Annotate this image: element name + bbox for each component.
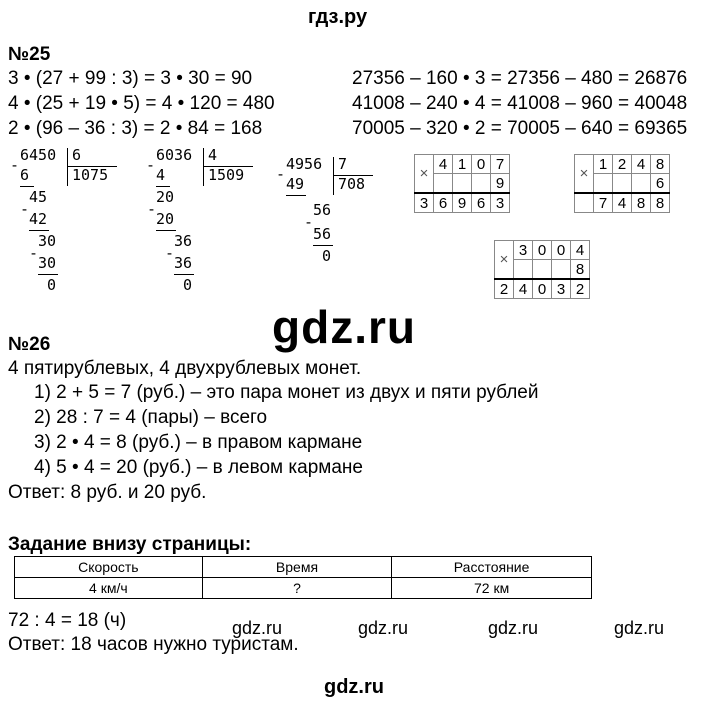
step: 30 [38,232,57,250]
cell-speed: 4 км/ч [15,578,203,599]
step: 20 [156,210,175,228]
task25-left-line-1: 3 • (27 + 99 : 3) = 3 • 30 = 90 [8,68,253,89]
divisor: 6 [72,146,82,164]
cell-distance: 72 км [392,578,592,599]
step: 0 [322,247,332,265]
task26-step-4: 4) 5 • 4 = 20 (руб.) – в левом кармане [34,457,363,478]
task26-step-1: 1) 2 + 5 = 7 (руб.) – это пара монет из двух и пяти рублей [34,382,539,403]
step: 36 [174,232,193,250]
step: 49 [286,175,305,193]
header-time: Время [202,557,392,578]
task26-title: №26 [8,334,51,355]
bottom-task-calc: 72 : 4 = 18 (ч) [8,610,127,631]
speed-table [14,556,592,599]
task26-step-2: 2) 28 : 7 = 4 (пары) – всего [34,407,268,428]
header-distance: Расстояние [392,557,592,578]
watermark-small-1: gdz.ru [232,618,283,638]
dividend: 6036 [156,146,193,164]
task25-left-line-3: 2 • (96 – 36 : 3) = 2 • 84 = 168 [8,118,263,139]
watermark-small-2: gdz.ru [358,618,409,638]
step: 56 [313,225,332,243]
header-speed: Скорость [15,557,203,578]
step: 0 [47,276,57,294]
task26-intro: 4 пятирублевых, 4 двухрублевых монет. [8,358,362,379]
watermark-small-3: gdz.ru [488,618,539,638]
dividend: 6450 [20,146,57,164]
step: 42 [29,210,48,228]
long-division-3: 4956 7 708 - 49 56 - 56 0 [276,155,386,275]
step: 30 [38,254,57,272]
quotient: 1509 [208,166,245,184]
task25-left-line-2: 4 • (25 + 19 • 5) = 4 • 120 = 480 [8,93,275,114]
step: 45 [29,188,48,206]
multiplication-grid-2: × 1 2 4 8 6 7 4 8 8 [574,154,670,213]
bottom-task-title: Задание внизу страницы: [8,534,252,555]
task25-right-line-2: 41008 – 240 • 4 = 41008 – 960 = 40048 [352,93,688,114]
divisor: 4 [208,146,218,164]
dividend: 4956 [286,155,323,173]
task25-right-line-3: 70005 – 320 • 2 = 70005 – 640 = 69365 [352,118,688,139]
multiplication-grid-1: × 4 1 0 7 9 3 6 9 6 3 [414,154,510,213]
task26-step-3: 3) 2 • 4 = 8 (руб.) – в правом кармане [34,432,363,453]
step: 20 [156,188,175,206]
task26-answer: Ответ: 8 руб. и 20 руб. [8,482,207,503]
step: 6 [20,166,30,184]
watermark-center: gdz.ru [272,301,416,353]
step: 4 [156,166,166,184]
task25-title: №25 [8,44,51,65]
task25-right-line-1: 27356 – 160 • 3 = 27356 – 480 = 26876 [352,68,688,89]
cell-time: ? [202,578,392,599]
watermark-top: гдз.ру [308,6,368,28]
quotient: 708 [338,175,366,193]
watermark-small-4: gdz.ru [614,618,665,638]
step: 56 [313,201,332,219]
bottom-task-answer: Ответ: 18 часов нужно туристам. [8,634,299,655]
divisor: 7 [338,155,348,173]
table-header-row [15,557,592,578]
step: 36 [174,254,193,272]
long-division-2: 6036 4 1509 - 4 20 - 20 36 - 36 0 [146,146,256,301]
long-division-1: 6450 6 1075 - 6 45 - 42 30 - 30 0 [10,146,120,301]
watermark-bottom: gdz.ru [324,676,384,698]
table-row [15,578,592,599]
multiplication-grid-3: × 3 0 0 4 8 2 4 0 3 2 [494,240,590,299]
step: 0 [183,276,193,294]
quotient: 1075 [72,166,109,184]
